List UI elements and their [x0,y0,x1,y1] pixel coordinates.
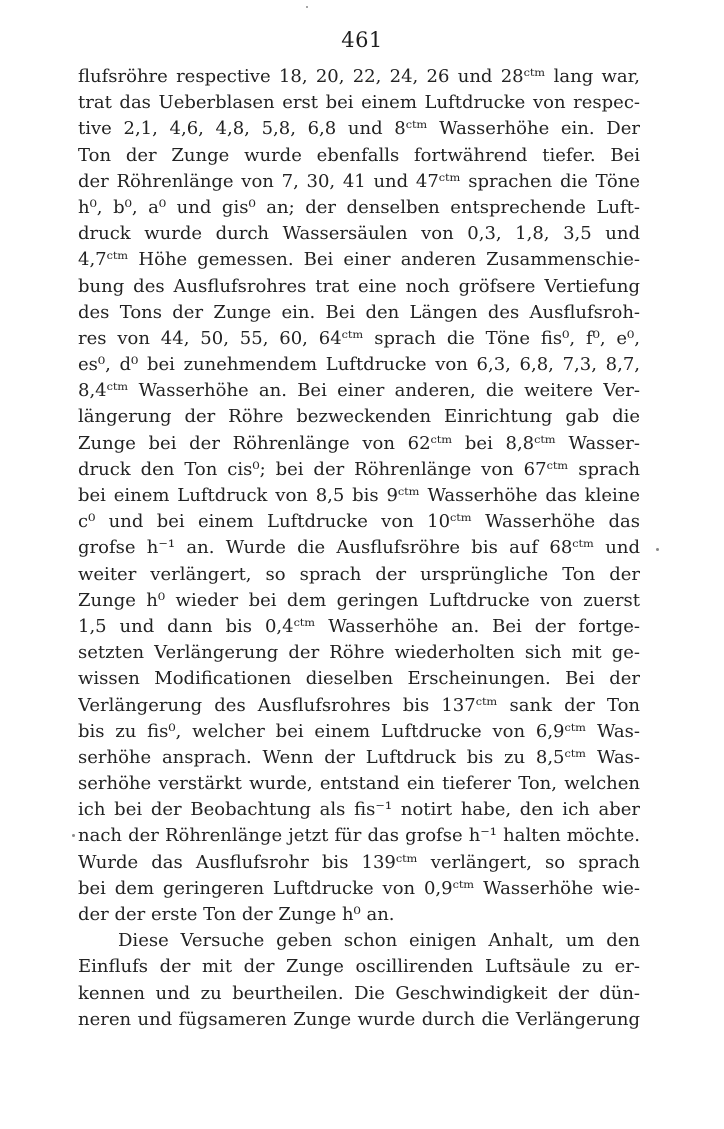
text-line: bung des Ausflufsrohres trat eine noch gröfsere Vertiefung [78,275,640,297]
text-line: 8,4ᶜᵗᵐ Wasserhöhe an. Bei einer anderen, die weitere Ver- [78,380,640,402]
paragraph-start-line: Diese Versuche geben schon einigen Anhalt, um den [118,930,640,952]
text-line: flufsröhre respective 18, 20, 22, 24, 26 und 28ᶜᵗᵐ lang war, [78,66,640,87]
text-line: Ton der Zunge wurde ebenfalls fortwährend tiefer. Bei [78,144,640,166]
print-speck [656,548,659,551]
text-line: Verlängerung des Ausflufsrohres bis 137ᶜᵗᵐ sank der Ton [78,694,640,716]
text-line: der Röhrenlänge von 7, 30, 41 und 47ᶜᵗᵐ sprachen die Töne [78,170,640,192]
text-line: h⁰, b⁰, a⁰ und gis⁰ an; der denselben entsprechende Luft- [78,196,640,218]
text-line: trat das Ueberblasen erst bei einem Luftdrucke von respec- [78,92,640,114]
text-line: Zunge h⁰ wieder bei dem geringen Luftdrucke von zuerst [78,589,640,611]
text-line: weiter verlängert, so sprach der ursprüngliche Ton der [78,563,640,585]
print-speck [306,6,308,8]
text-line: neren und fügsameren Zunge wurde durch die Verlängerung [78,1008,640,1030]
text-line: es⁰, d⁰ bei zunehmendem Luftdrucke von 6,3, 6,8, 7,3, 8,7, [78,354,640,376]
text-line: serhöhe verstärkt wurde, entstand ein tieferer Ton, welchen [78,773,640,795]
text-line: bis zu fis⁰, welcher bei einem Luftdrucke von 6,9ᶜᵗᵐ Was- [78,720,640,742]
text-line: serhöhe ansprach. Wenn der Luftdruck bis zu 8,5ᶜᵗᵐ Was- [78,746,640,768]
body-text [78,64,640,1033]
text-line: Einflufs der mit der Zunge oscillirenden Luftsäule zu er- [78,956,640,978]
text-line: 1,5 und dann bis 0,4ᶜᵗᵐ Wasserhöhe an. Bei der fortge- [78,615,640,637]
text-line: 4,7ᶜᵗᵐ Höhe gemessen. Bei einer anderen Zusammenschie- [78,249,640,271]
text-line: c⁰ und bei einem Luftdrucke von 10ᶜᵗᵐ Wasserhöhe das [78,511,640,533]
page-number: 461 [341,28,383,52]
text-line: bei dem geringeren Luftdrucke von 0,9ᶜᵗᵐ Wasserhöhe wie- [78,877,640,899]
print-speck [72,834,75,837]
text-line: kennen und zu beurtheilen. Die Geschwindigkeit der dün- [78,982,640,1004]
text-line: tive 2,1, 4,6, 4,8, 5,8, 6,8 und 8ᶜᵗᵐ Wasserhöhe ein. Der [78,118,640,140]
paragraph-end-line: der der erste Ton der Zunge h⁰ an. [78,904,395,925]
text-line: Zunge bei der Röhrenlänge von 62ᶜᵗᵐ bei 8,8ᶜᵗᵐ Wasser- [78,432,640,454]
text-line: des Tons der Zunge ein. Bei den Längen des Ausflufsroh- [78,301,640,323]
text-line: wissen Modificationen dieselben Erscheinungen. Bei der [78,668,640,690]
text-line: längerung der Röhre bezweckenden Einrichtung gab die [78,406,640,428]
text-line: nach der Röhrenlänge jetzt für das grofse h⁻¹ halten möchte. [78,825,640,847]
text-line: ich bei der Beobachtung als fis⁻¹ notirt habe, den ich aber [78,799,640,821]
text-line: druck den Ton cis⁰; bei der Röhrenlänge von 67ᶜᵗᵐ sprach [78,458,640,480]
text-line: setzten Verlängerung der Röhre wiederholten sich mit ge- [78,642,640,664]
text-line: res von 44, 50, 55, 60, 64ᶜᵗᵐ sprach die Töne fis⁰, f⁰, e⁰, [78,327,640,349]
text-line: grofse h⁻¹ an. Wurde die Ausflufsröhre bis auf 68ᶜᵗᵐ und [78,537,640,559]
text-line: bei einem Luftdruck von 8,5 bis 9ᶜᵗᵐ Wasserhöhe das kleine [78,485,640,506]
text-line: Wurde das Ausflufsrohr bis 139ᶜᵗᵐ verlängert, so sprach [78,851,640,873]
text-line: druck wurde durch Wassersäulen von 0,3, 1,8, 3,5 und [78,223,640,245]
